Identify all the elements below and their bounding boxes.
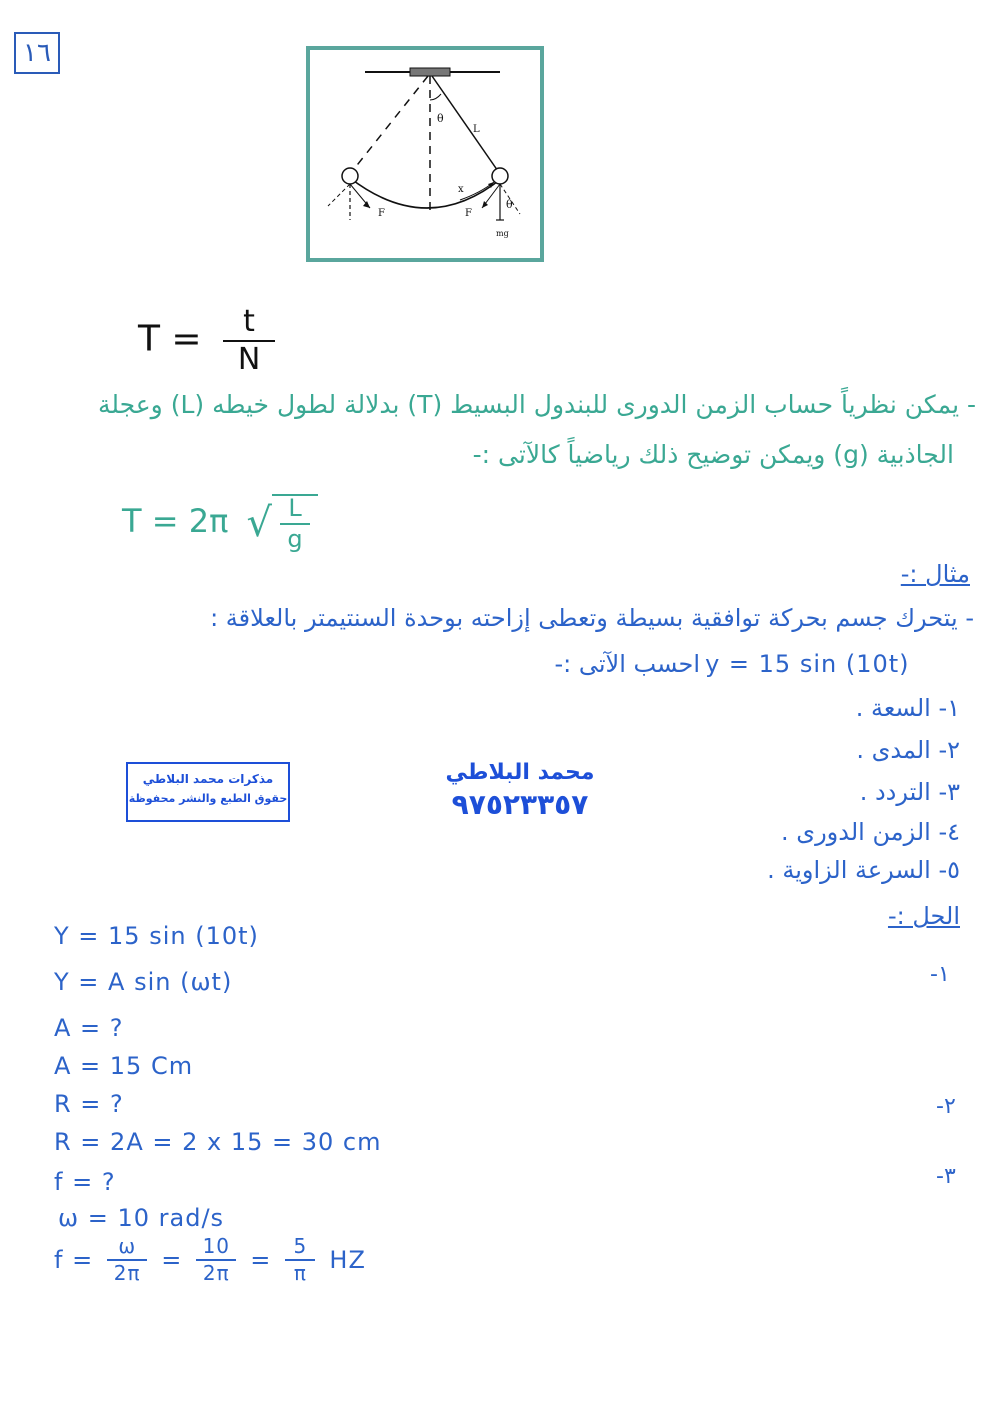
pendulum-formula-lhs: T = 2π (122, 502, 229, 541)
solution-line-8: ω = 10 rad/s (58, 1204, 225, 1232)
example-equation: y = 15 sin (10t) (705, 650, 910, 678)
force-right-label: F (465, 208, 472, 219)
pendulum-numerator: L (288, 494, 302, 522)
final-f1-num: ω (118, 1234, 137, 1258)
stamp-line-2: حقوق الطبع والنشر محفوظة (128, 792, 288, 805)
example-line-2-text: احسب الآتى :- (554, 650, 700, 678)
solution-line-6: R = 2A = 2 x 15 = 30 cm (54, 1128, 382, 1156)
example-heading: مثال :- (900, 560, 970, 588)
solution-marker-3: -٣ (936, 1164, 956, 1189)
sqrt-icon: √ (246, 500, 272, 547)
formula-period-count (138, 306, 275, 375)
final-fraction-1 (107, 1236, 147, 1284)
example-line-1: - يتحرك جسم بحركة توافقية بسيطة وتعطى إزاحته بوحدة السنتيمتر بالعلاقة : (210, 604, 974, 632)
final-lhs: f = (54, 1246, 94, 1274)
example-item-5: ٥- السرعة الزاوية . (767, 856, 960, 884)
solution-line-1: Y = 15 sin (10t) (54, 922, 259, 950)
solution-line-3: A = ? (54, 1014, 124, 1042)
final-f3-num: 5 (293, 1234, 308, 1258)
displacement-label: x (458, 184, 464, 195)
fraction-numerator: t (243, 304, 255, 339)
example-item-1: ١- السعة . (855, 694, 960, 722)
solution-marker-1: -١ (930, 962, 950, 987)
final-unit: HZ (329, 1246, 366, 1274)
author-phone: ٩٧٥٢٣٣٥٧ (451, 788, 589, 821)
example-item-4: ٤- الزمن الدورى . (781, 818, 960, 846)
fraction-denominator: N (237, 341, 261, 377)
pendulum-figure (306, 46, 544, 262)
solution-line-7: f = ? (54, 1168, 116, 1196)
pendulum-denominator: g (287, 525, 303, 554)
final-f2-den: 2π (202, 1261, 230, 1285)
solution-line-4: A = 15 Cm (54, 1052, 194, 1080)
force-left-label: F (378, 208, 385, 219)
theta-top-label: θ (437, 112, 444, 125)
final-f3-den: π (293, 1261, 307, 1285)
theta-bottom-label: θ (506, 198, 513, 211)
example-item-3: ٣- التردد . (859, 778, 960, 806)
stamp-line-1: مذكرات محمد البلاطي (142, 772, 274, 786)
weight-label: mg (496, 229, 509, 238)
length-label: L (473, 124, 480, 135)
theory-line-2: الجاذبية (g) ويمكن توضيح ذلك رياضياً كالآتى :- (472, 440, 954, 469)
example-item-2: ٢- المدى . (856, 736, 960, 764)
solution-marker-2: -٢ (936, 1094, 956, 1119)
formula-period-pendulum (122, 494, 318, 552)
copyright-stamp (126, 762, 290, 822)
final-f2-num: 10 (202, 1234, 231, 1258)
final-fraction-2 (196, 1236, 236, 1284)
final-fraction-3 (285, 1236, 315, 1284)
solution-line-2: Y = A sin (ωt) (54, 968, 233, 996)
author-name: محمد البلاطي (445, 760, 595, 785)
final-eq-1: = (161, 1246, 183, 1274)
example-line-2 (540, 650, 960, 678)
pendulum-fraction (272, 494, 318, 552)
pendulum-diagram (310, 50, 540, 258)
solution-line-5: R = ? (54, 1090, 124, 1118)
page-number: ١٦ (14, 32, 60, 74)
final-eq-2: = (250, 1246, 272, 1274)
final-f1-den: 2π (113, 1261, 141, 1285)
theory-line-1: - يمكن نظرياً حساب الزمن الدورى للبندول البسيط (T) بدلالة لطول خيطه (L) وعجلة (97, 390, 976, 419)
solution-final-formula (54, 1236, 366, 1284)
formula-fraction (223, 306, 275, 375)
solution-heading: الحل :- (887, 902, 960, 930)
formula-lhs: T = (138, 318, 202, 360)
